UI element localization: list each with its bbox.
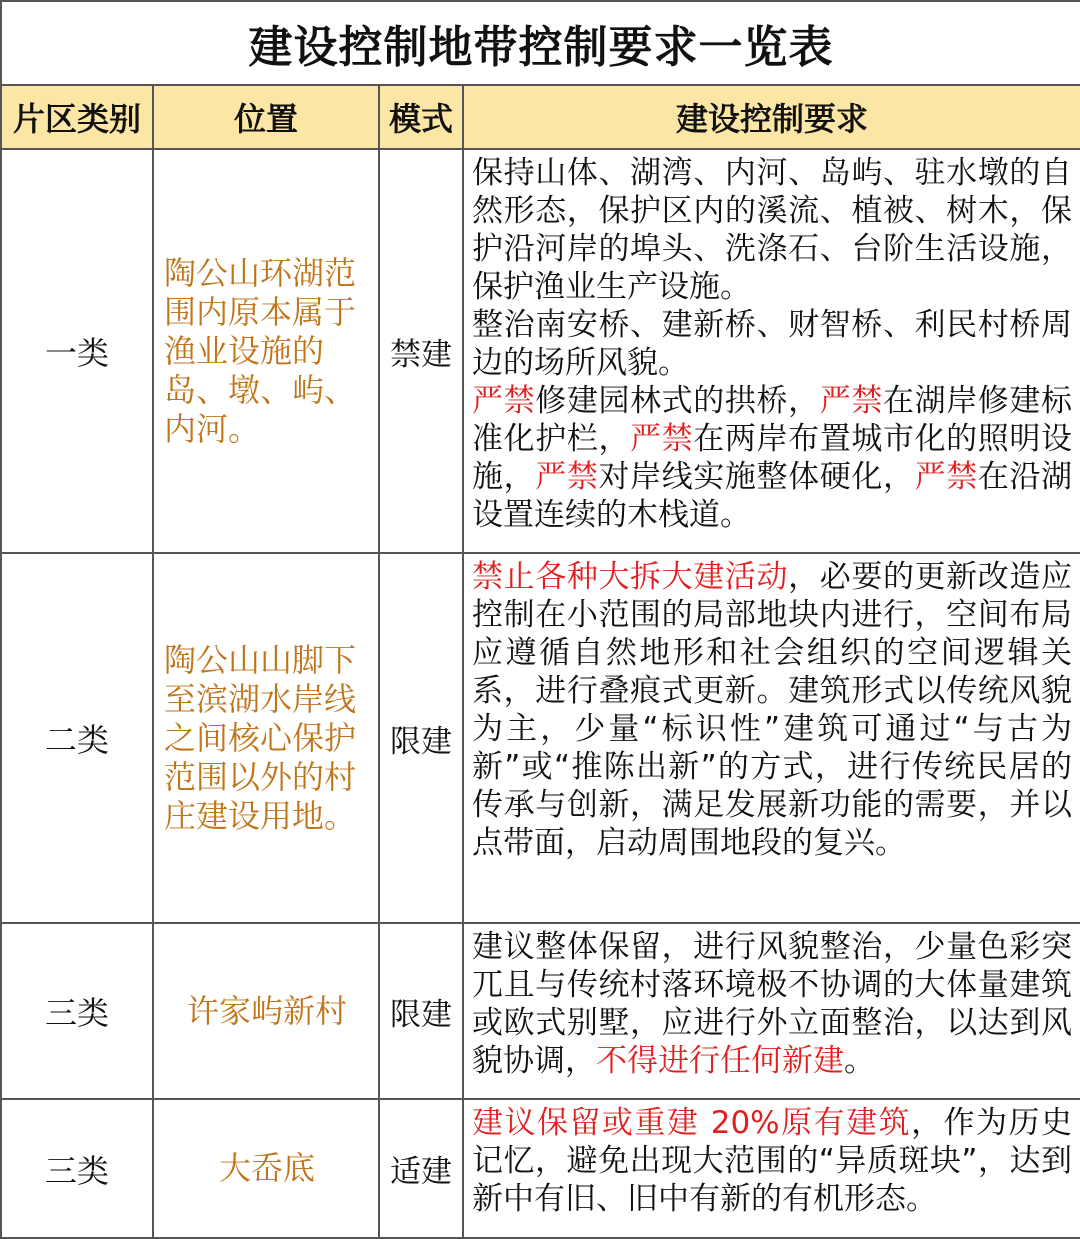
- requirement-text: 修建园林式的拱桥，: [535, 383, 820, 419]
- location-cell: 许家屿新村: [153, 923, 379, 1099]
- requirement-text: 对岸线实施整体硬化，: [598, 459, 915, 495]
- requirement-cell: [463, 553, 1080, 923]
- prohibition-text: 严禁: [535, 459, 599, 495]
- requirement-paragraph: 整治南安桥、建新桥、财智桥、利民村桥周边的场所风貌。: [472, 307, 1072, 381]
- table-row: [1, 149, 1080, 553]
- prohibition-text: 严禁: [630, 421, 694, 457]
- requirement-text: 建议整体保留，进行风貌整治，少量色彩突兀且与传统村落环境极不协调的大体量建筑或欧式别墅，应进行外立面整治，以达到风貌协调，: [472, 929, 1072, 1079]
- location-cell: 陶公山环湖范围内原本属于渔业设施的岛、墩、屿、内河。: [153, 149, 379, 553]
- header-location: 位置: [153, 85, 379, 149]
- mode-cell: 适建: [379, 1099, 463, 1238]
- requirement-text: 在两岸布置城市化的照明设施，: [472, 421, 1073, 495]
- header-row: [1, 85, 1080, 149]
- requirement-paragraph: [472, 558, 1072, 862]
- table-row: [1, 923, 1080, 1099]
- table-row: [1, 553, 1080, 923]
- requirement-cell: [463, 923, 1080, 1099]
- requirement-paragraph: [472, 382, 1072, 534]
- table-row: [1, 1099, 1080, 1238]
- header-requirement: 建设控制要求: [463, 85, 1080, 149]
- requirement-paragraph: 保持山体、湖湾、内河、岛屿、驻水墩的自然形态，保护区内的溪流、植被、树木，保护沿河岸的埠头、洗涤石、台阶生活设施，保护渔业生产设施。: [472, 155, 1072, 305]
- requirement-text: 。: [844, 1043, 875, 1079]
- requirement-cell: [463, 149, 1080, 553]
- mode-cell: 限建: [379, 553, 463, 923]
- prohibition-text: 严禁: [914, 459, 978, 495]
- table-title: 建设控制地带控制要求一览表: [1, 1, 1080, 85]
- header-mode: 模式: [379, 85, 463, 149]
- header-category: 片区类别: [1, 85, 153, 149]
- prohibition-text: 不得进行任何新建: [596, 1043, 844, 1079]
- requirement-text: ，作为历史记忆，避免出现大范围的“异质斑块”，达到新中有旧、旧中有新的有机形态。: [472, 1105, 1072, 1217]
- category-cell: 三类: [1, 1099, 153, 1238]
- location-cell: 陶公山山脚下至滨湖水岸线之间核心保护范围以外的村庄建设用地。: [153, 553, 379, 923]
- mode-cell: 禁建: [379, 149, 463, 553]
- requirement-text: ，必要的更新改造应控制在小范围的局部地块内进行，空间布局应遵循自然地形和社会组织的空间逻辑关系，进行叠痕式更新。建筑形式以传统风貌为主，少量“标识性”建筑可通过“与古为新”或“推陈出新”的方式，进行传统民居的传承与创新，满足发展新功能的需要，并以点带面，启动周围地段的复兴。: [472, 559, 1073, 861]
- requirement-paragraph: [472, 928, 1072, 1080]
- category-cell: 一类: [1, 149, 153, 553]
- prohibition-text: 建议保留或重建 20%原有建筑: [472, 1105, 912, 1141]
- location-cell: 大岙底: [153, 1099, 379, 1238]
- requirement-paragraph: [472, 1104, 1072, 1218]
- mode-cell: 限建: [379, 923, 463, 1099]
- prohibition-text: 禁止各种大拆大建活动: [472, 559, 789, 595]
- category-cell: 三类: [1, 923, 153, 1099]
- requirement-cell: [463, 1099, 1080, 1238]
- category-cell: 二类: [1, 553, 153, 923]
- prohibition-text: 严禁: [819, 383, 883, 419]
- requirement-text: 在沿湖设置连续的木栈道。: [472, 459, 1073, 533]
- requirement-text: 在湖岸修建标准化护栏，: [472, 383, 1073, 457]
- prohibition-text: 严禁: [472, 383, 536, 419]
